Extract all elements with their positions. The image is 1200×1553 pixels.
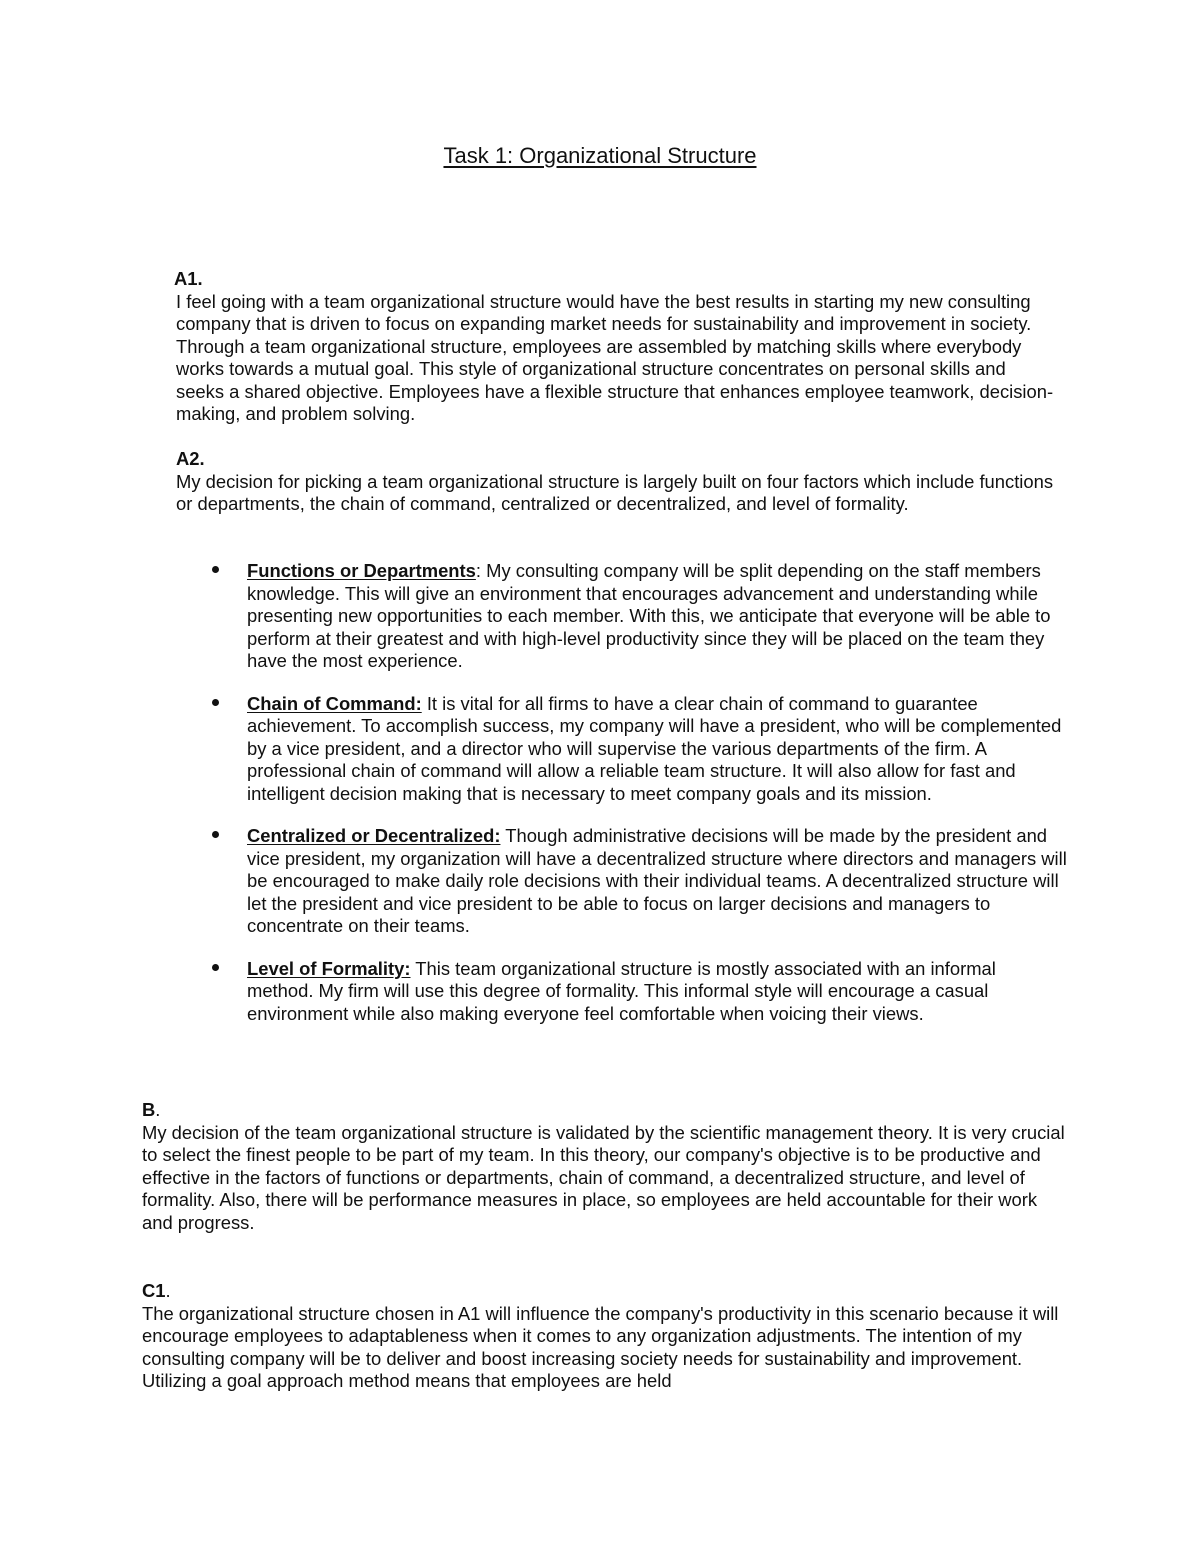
list-item [247,958,1067,1026]
factor-term: Centralized or Decentralized: [247,825,501,846]
bullet-icon [212,964,219,971]
section-b-heading-label: B [142,1099,156,1120]
factor-text: This team organizational structure is mostly associated with an informal method. My firm will use this degree of formality. This informal style will encourage a casual environment while also making everyone feel comfortable when voicing their views. [247,957,996,1024]
section-a2-heading: A2. [176,448,205,469]
section-c1 [142,1280,1072,1393]
section-b-text: My decision of the team organizational structure is validated by the scientific management theory. It is very crucial to select the finest people to be part of my team. In this theory, our company's objective is to be productive and effective in the factors of functions or departments, chain of command, a decentralized structure, and level of formality. Also, there will be performance measures in place, so employees are held accountable for their work and progress. [142,1121,1065,1233]
section-a2-text: My decision for picking a team organizational structure is largely built on four factors which include functions or departments, the chain of command, centralized or decentralized, and level of formality. [176,470,1054,514]
factor-list [247,560,1067,1045]
section-a2 [176,448,1056,516]
bullet-icon [212,699,219,706]
factor-text: My consulting company will be split depending on the staff members knowledge. This will give an environment that encourages advancement and understanding while presenting new opportunities to each member. With this, we anticipate that everyone will be able to perform at their greatest and with high-level productivity since they will be placed on the team they have the most experience. [247,560,1051,671]
section-c1-text: The organizational structure chosen in A1 will influence the company's productivity in this scenario because it will encourage employees to adaptableness when it comes to any organization adjustments. The intention of my consulting company will be to deliver and boost increasing society needs for sustainability and improvement. Utilizing a goal approach method means that employees are held [142,1302,1059,1391]
section-b-heading-trail: . [155,1099,161,1120]
section-c1-heading [142,1280,1072,1303]
factor-term: Chain of Command: [247,692,422,714]
list-item [247,560,1067,673]
list-item [247,825,1067,938]
list-item [247,693,1067,806]
bullet-icon [212,831,219,838]
section-a1-heading: A1. [174,268,203,289]
bullet-icon [212,566,219,573]
factor-text: Though administrative decisions will be made by the president and vice president, my organization will have a decentralized structure where directors and managers will be encouraged to make daily role decisions with their individual teams. A decentralized structure will let the president and vice president to be able to focus on larger decisions and managers to concentrate on their teams. [247,825,1067,936]
factor-term: Level of Formality: [247,957,411,979]
factor-separator: : [475,560,482,581]
factor-text: It is vital for all firms to have a clear chain of command to guarantee achievement. To accomplish success, my company will have a president, who will be complemented by a vice president, and a director who will supervise the various departments of the firm. A professional chain of command will allow a reliable team structure. It will also allow for fast and intelligent decision making that is necessary to meet company goals and its mission. [247,692,1062,804]
section-c1-heading-label: C1 [142,1280,166,1301]
section-b-heading [142,1099,1072,1122]
page-title: Task 1: Organizational Structure [443,143,757,168]
section-c1-heading-trail: . [165,1280,171,1301]
section-b [142,1099,1072,1234]
factor-term: Functions or Departments [247,560,476,581]
section-a1 [176,268,1056,426]
section-a1-text: I feel going with a team organizational structure would have the best results in starting my new consulting company that is driven to focus on expanding market needs for sustainability and improvement in society. Through a team organizational structure, employees are assembled by matching skills where everybody works towards a mutual goal. This style of organizational structure concentrates on personal skills and seeks a shared objective. Employees have a flexible structure that enhances employee teamwork, decision-making, and problem solving. [176,290,1054,424]
